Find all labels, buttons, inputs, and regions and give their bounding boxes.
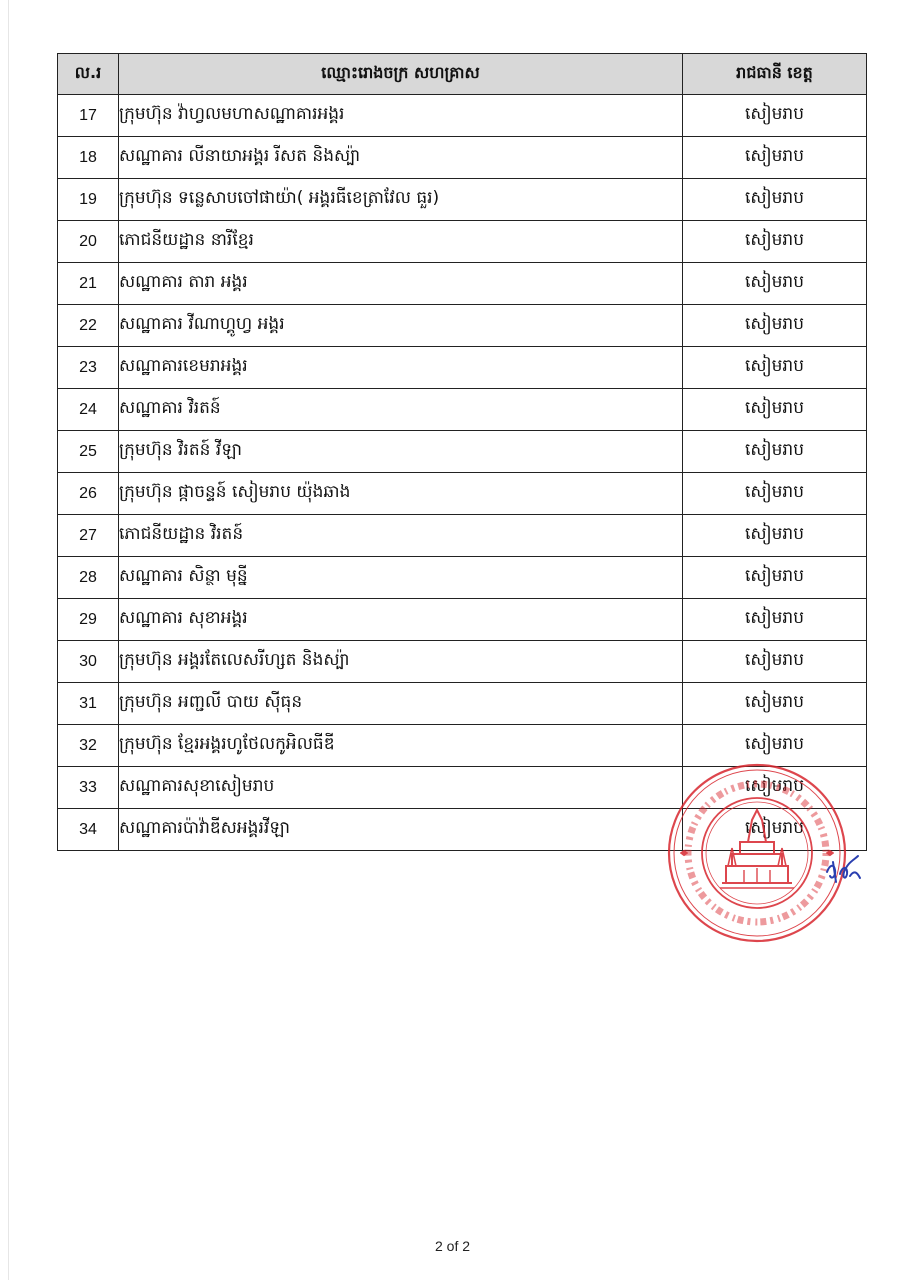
row-company-name: ក្រុមហ៊ុន អង្គរតែលេសរីហ្សត និងស្ប៉ា bbox=[119, 641, 683, 683]
row-company-name: ភោជនីយដ្ឋាន វិរតន៍ bbox=[119, 515, 683, 557]
row-province: សៀមរាប bbox=[683, 389, 867, 431]
row-province: សៀមរាប bbox=[683, 767, 867, 809]
row-number: 27 bbox=[58, 515, 119, 557]
row-number: 26 bbox=[58, 473, 119, 515]
table-row bbox=[58, 347, 867, 389]
row-company-name: សណ្ឋាគារសុខាសៀមរាប bbox=[119, 767, 683, 809]
row-number: 20 bbox=[58, 221, 119, 263]
row-province: សៀមរាប bbox=[683, 683, 867, 725]
row-province: សៀមរាប bbox=[683, 347, 867, 389]
row-province: សៀមរាប bbox=[683, 725, 867, 767]
row-number: 25 bbox=[58, 431, 119, 473]
row-company-name: ក្រុមហ៊ុន អញ្ជលី បាយ ស៊ីធុន bbox=[119, 683, 683, 725]
company-list-table bbox=[57, 53, 867, 851]
table-row bbox=[58, 683, 867, 725]
table-header bbox=[58, 54, 867, 95]
row-number: 24 bbox=[58, 389, 119, 431]
row-company-name: ក្រុមហ៊ុន ផ្កាចន្ទន៍ សៀមរាប យ៉ុងឆាង bbox=[119, 473, 683, 515]
table-row bbox=[58, 305, 867, 347]
table-row bbox=[58, 137, 867, 179]
row-province: សៀមរាប bbox=[683, 641, 867, 683]
table-row bbox=[58, 179, 867, 221]
header-number: ល.រ bbox=[58, 54, 119, 95]
row-province: សៀមរាប bbox=[683, 473, 867, 515]
row-number: 33 bbox=[58, 767, 119, 809]
row-company-name: ក្រុមហ៊ុន ទន្លេសាបចៅផាយ៉ា( អង្គរធីខេត្រាវែល ធួរ) bbox=[119, 179, 683, 221]
row-number: 32 bbox=[58, 725, 119, 767]
row-company-name: សណ្ឋាគារ សិន្ថា មុន្នី bbox=[119, 557, 683, 599]
row-province: សៀមរាប bbox=[683, 557, 867, 599]
row-number: 31 bbox=[58, 683, 119, 725]
row-company-name: សណ្ឋាគារ វីណាហ្គូហ្វ អង្គរ bbox=[119, 305, 683, 347]
row-number: 34 bbox=[58, 809, 119, 851]
table-row bbox=[58, 557, 867, 599]
scan-edge-line bbox=[8, 0, 9, 1280]
table-row bbox=[58, 515, 867, 557]
row-company-name: ក្រុមហ៊ុន ខ្មែរអង្គរហូថែលកូអិលធីឌី bbox=[119, 725, 683, 767]
row-company-name: ក្រុមហ៊ុន វិរតន៍ វីឡា bbox=[119, 431, 683, 473]
table-body bbox=[58, 95, 867, 851]
row-company-name: សណ្ឋាគារខេមរាអង្គរ bbox=[119, 347, 683, 389]
row-company-name: សណ្ឋាគារ សុខាអង្គរ bbox=[119, 599, 683, 641]
row-number: 30 bbox=[58, 641, 119, 683]
row-province: សៀមរាប bbox=[683, 137, 867, 179]
row-company-name: ក្រុមហ៊ុន វ៉ាហ្វលមហាសណ្ឋាគារអង្គរ bbox=[119, 95, 683, 137]
page-number: 2 of 2 bbox=[434, 1238, 471, 1254]
row-number: 23 bbox=[58, 347, 119, 389]
row-province: សៀមរាប bbox=[683, 599, 867, 641]
row-company-name: សណ្ឋាគារប៉ាវ៉ាឌីសអង្គរវីឡា bbox=[119, 809, 683, 851]
row-number: 17 bbox=[58, 95, 119, 137]
row-number: 29 bbox=[58, 599, 119, 641]
header-company-name: ឈ្មោះរោងចក្រ សហគ្រាស bbox=[119, 54, 683, 95]
table-row bbox=[58, 641, 867, 683]
row-number: 21 bbox=[58, 263, 119, 305]
table-row bbox=[58, 389, 867, 431]
table-row bbox=[58, 431, 867, 473]
table-row bbox=[58, 263, 867, 305]
row-company-name: សណ្ឋាគារ វិរតន៍ bbox=[119, 389, 683, 431]
row-number: 22 bbox=[58, 305, 119, 347]
company-list-table-container bbox=[57, 53, 866, 851]
row-province: សៀមរាប bbox=[683, 221, 867, 263]
row-company-name: សណ្ឋាគារ លីនាយាអង្គរ រីសត និងស្ប៉ា bbox=[119, 137, 683, 179]
row-number: 18 bbox=[58, 137, 119, 179]
table-row bbox=[58, 599, 867, 641]
table-row bbox=[58, 221, 867, 263]
row-number: 19 bbox=[58, 179, 119, 221]
row-province: សៀមរាប bbox=[683, 431, 867, 473]
row-province: សៀមរាប bbox=[683, 809, 867, 851]
row-province: សៀមរាប bbox=[683, 179, 867, 221]
row-number: 28 bbox=[58, 557, 119, 599]
row-province: សៀមរាប bbox=[683, 305, 867, 347]
handwritten-signature bbox=[824, 852, 864, 886]
row-province: សៀមរាប bbox=[683, 95, 867, 137]
table-header-row bbox=[58, 54, 867, 95]
row-company-name: សណ្ឋាគារ តារា អង្គរ bbox=[119, 263, 683, 305]
row-province: សៀមរាប bbox=[683, 515, 867, 557]
header-province: រាជធានី ខេត្ត bbox=[683, 54, 867, 95]
table-row bbox=[58, 473, 867, 515]
row-province: សៀមរាប bbox=[683, 263, 867, 305]
table-row bbox=[58, 95, 867, 137]
row-company-name: ភោជនីយដ្ឋាន នារីខ្មែរ bbox=[119, 221, 683, 263]
